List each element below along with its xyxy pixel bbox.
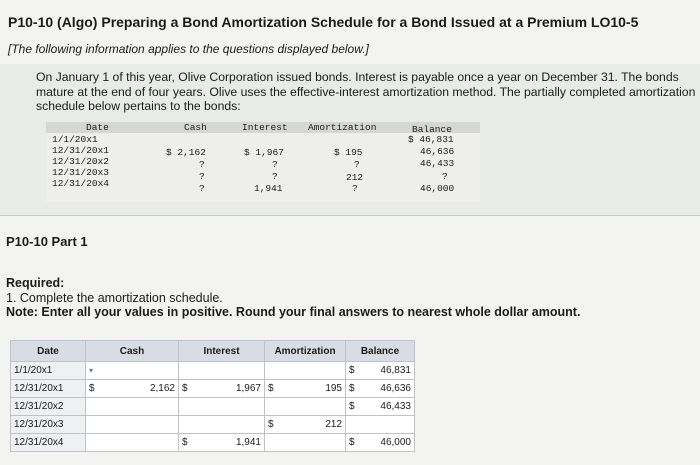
header-cash: Cash xyxy=(86,341,179,362)
required-note: Note: Enter all your values in positive. Round your final answers to nearest whole dollar amount. xyxy=(6,305,581,319)
amortization-value: 212 xyxy=(279,416,346,434)
given-amortization: $ 195 xyxy=(334,147,363,158)
cash-input[interactable] xyxy=(100,416,179,434)
given-interest: ? xyxy=(272,171,278,182)
given-date: 12/31/20x1 xyxy=(52,145,110,156)
given-balance: ? xyxy=(442,171,448,182)
date-cell: 1/1/20x1 xyxy=(11,362,86,380)
given-header-cash: Cash xyxy=(184,122,207,133)
interest-input[interactable] xyxy=(193,362,265,380)
cash-symbol xyxy=(86,434,100,452)
given-balance: $ 46,831 xyxy=(408,134,454,145)
date-cell: 12/31/20x1 xyxy=(11,380,86,398)
balance-symbol: $ xyxy=(346,362,360,380)
cash-input[interactable] xyxy=(100,362,179,380)
interest-value: 1,941 xyxy=(193,434,265,452)
required-step: 1. Complete the amortization schedule. xyxy=(6,291,223,305)
amortization-symbol xyxy=(265,362,279,380)
amortization-symbol: $ xyxy=(265,380,279,398)
given-amortization: 212 xyxy=(346,172,364,183)
given-header-date: Date xyxy=(86,122,109,133)
cash-symbol: $ xyxy=(86,380,100,398)
given-cash: $ 2,162 xyxy=(166,147,206,158)
given-interest: $ 1,967 xyxy=(244,147,284,158)
given-interest: 1,941 xyxy=(254,183,283,194)
header-balance: Balance xyxy=(346,341,415,362)
interest-symbol xyxy=(179,398,193,416)
table-row xyxy=(11,434,415,452)
table-row xyxy=(11,362,415,380)
balance-input[interactable] xyxy=(360,416,415,434)
intro-note: [The following information applies to the questions displayed below.] xyxy=(8,42,369,56)
given-cash: ? xyxy=(199,159,205,170)
interest-symbol: $ xyxy=(179,380,193,398)
cash-symbol xyxy=(86,398,100,416)
required-label: Required: xyxy=(6,276,65,290)
given-header-amortization: Amortization xyxy=(308,122,377,133)
header-amortization: Amortization xyxy=(265,341,346,362)
date-cell: 12/31/20x4 xyxy=(11,434,86,452)
interest-input[interactable] xyxy=(193,416,265,434)
given-header-interest: Interest xyxy=(242,122,288,133)
balance-symbol xyxy=(346,416,360,434)
balance-value: 46,831 xyxy=(360,362,415,380)
interest-symbol xyxy=(179,416,193,434)
interest-symbol: $ xyxy=(179,434,193,452)
amortization-input[interactable] xyxy=(279,434,346,452)
given-cash: ? xyxy=(199,171,205,182)
given-interest: ? xyxy=(272,159,278,170)
amortization-symbol: $ xyxy=(265,416,279,434)
header-date: Date xyxy=(11,341,86,362)
cash-symbol xyxy=(86,416,100,434)
question-box xyxy=(0,64,700,216)
part-title: P10-10 Part 1 xyxy=(6,234,88,249)
given-balance: 46,636 xyxy=(420,146,455,157)
given-header-balance: Balance xyxy=(412,124,452,135)
given-date: 12/31/20x3 xyxy=(52,167,110,178)
page-title: P10-10 (Algo) Preparing a Bond Amortization Schedule for a Bond Issued at a Premium LO10-5 xyxy=(8,14,639,30)
cash-input[interactable] xyxy=(100,434,179,452)
schedule-header-row xyxy=(11,341,415,362)
interest-symbol xyxy=(179,362,193,380)
amortization-input[interactable] xyxy=(279,398,346,416)
amortization-input[interactable] xyxy=(279,362,346,380)
amortization-symbol xyxy=(265,398,279,416)
given-amortization: ? xyxy=(352,183,358,194)
interest-input[interactable] xyxy=(193,398,265,416)
cash-input[interactable] xyxy=(100,398,179,416)
balance-value: 46,636 xyxy=(360,380,415,398)
balance-symbol: $ xyxy=(346,434,360,452)
given-balance: 46,000 xyxy=(420,183,455,194)
dropdown-caret-icon[interactable]: ▾ xyxy=(89,366,94,375)
given-balance: 46,433 xyxy=(420,158,455,169)
given-schedule xyxy=(46,122,480,202)
cash-value: 2,162 xyxy=(100,380,179,398)
balance-value: 46,000 xyxy=(360,434,415,452)
date-cell: 12/31/20x2 xyxy=(11,398,86,416)
given-date: 1/1/20x1 xyxy=(52,134,98,145)
balance-value: 46,433 xyxy=(360,398,415,416)
table-row xyxy=(11,380,415,398)
given-cash: ? xyxy=(199,183,205,194)
given-date: 12/31/20x2 xyxy=(52,156,110,167)
given-amortization: ? xyxy=(354,159,360,170)
date-cell: 12/31/20x3 xyxy=(11,416,86,434)
cash-symbol xyxy=(86,362,100,380)
balance-symbol: $ xyxy=(346,380,360,398)
amortization-symbol xyxy=(265,434,279,452)
interest-value: 1,967 xyxy=(193,380,265,398)
balance-symbol: $ xyxy=(346,398,360,416)
amortization-schedule-table xyxy=(10,340,415,452)
table-row xyxy=(11,416,415,434)
given-date: 12/31/20x4 xyxy=(52,178,110,189)
amortization-value: 195 xyxy=(279,380,346,398)
table-row xyxy=(11,398,415,416)
header-interest: Interest xyxy=(179,341,265,362)
problem-paragraph: On January 1 of this year, Olive Corporation issued bonds. Interest is payable once a year on December 31. The bonds mature at the end of four years. Olive uses the effective-interest amortization method. The partially completed amortization schedule below pertains to the bonds: xyxy=(36,70,696,113)
